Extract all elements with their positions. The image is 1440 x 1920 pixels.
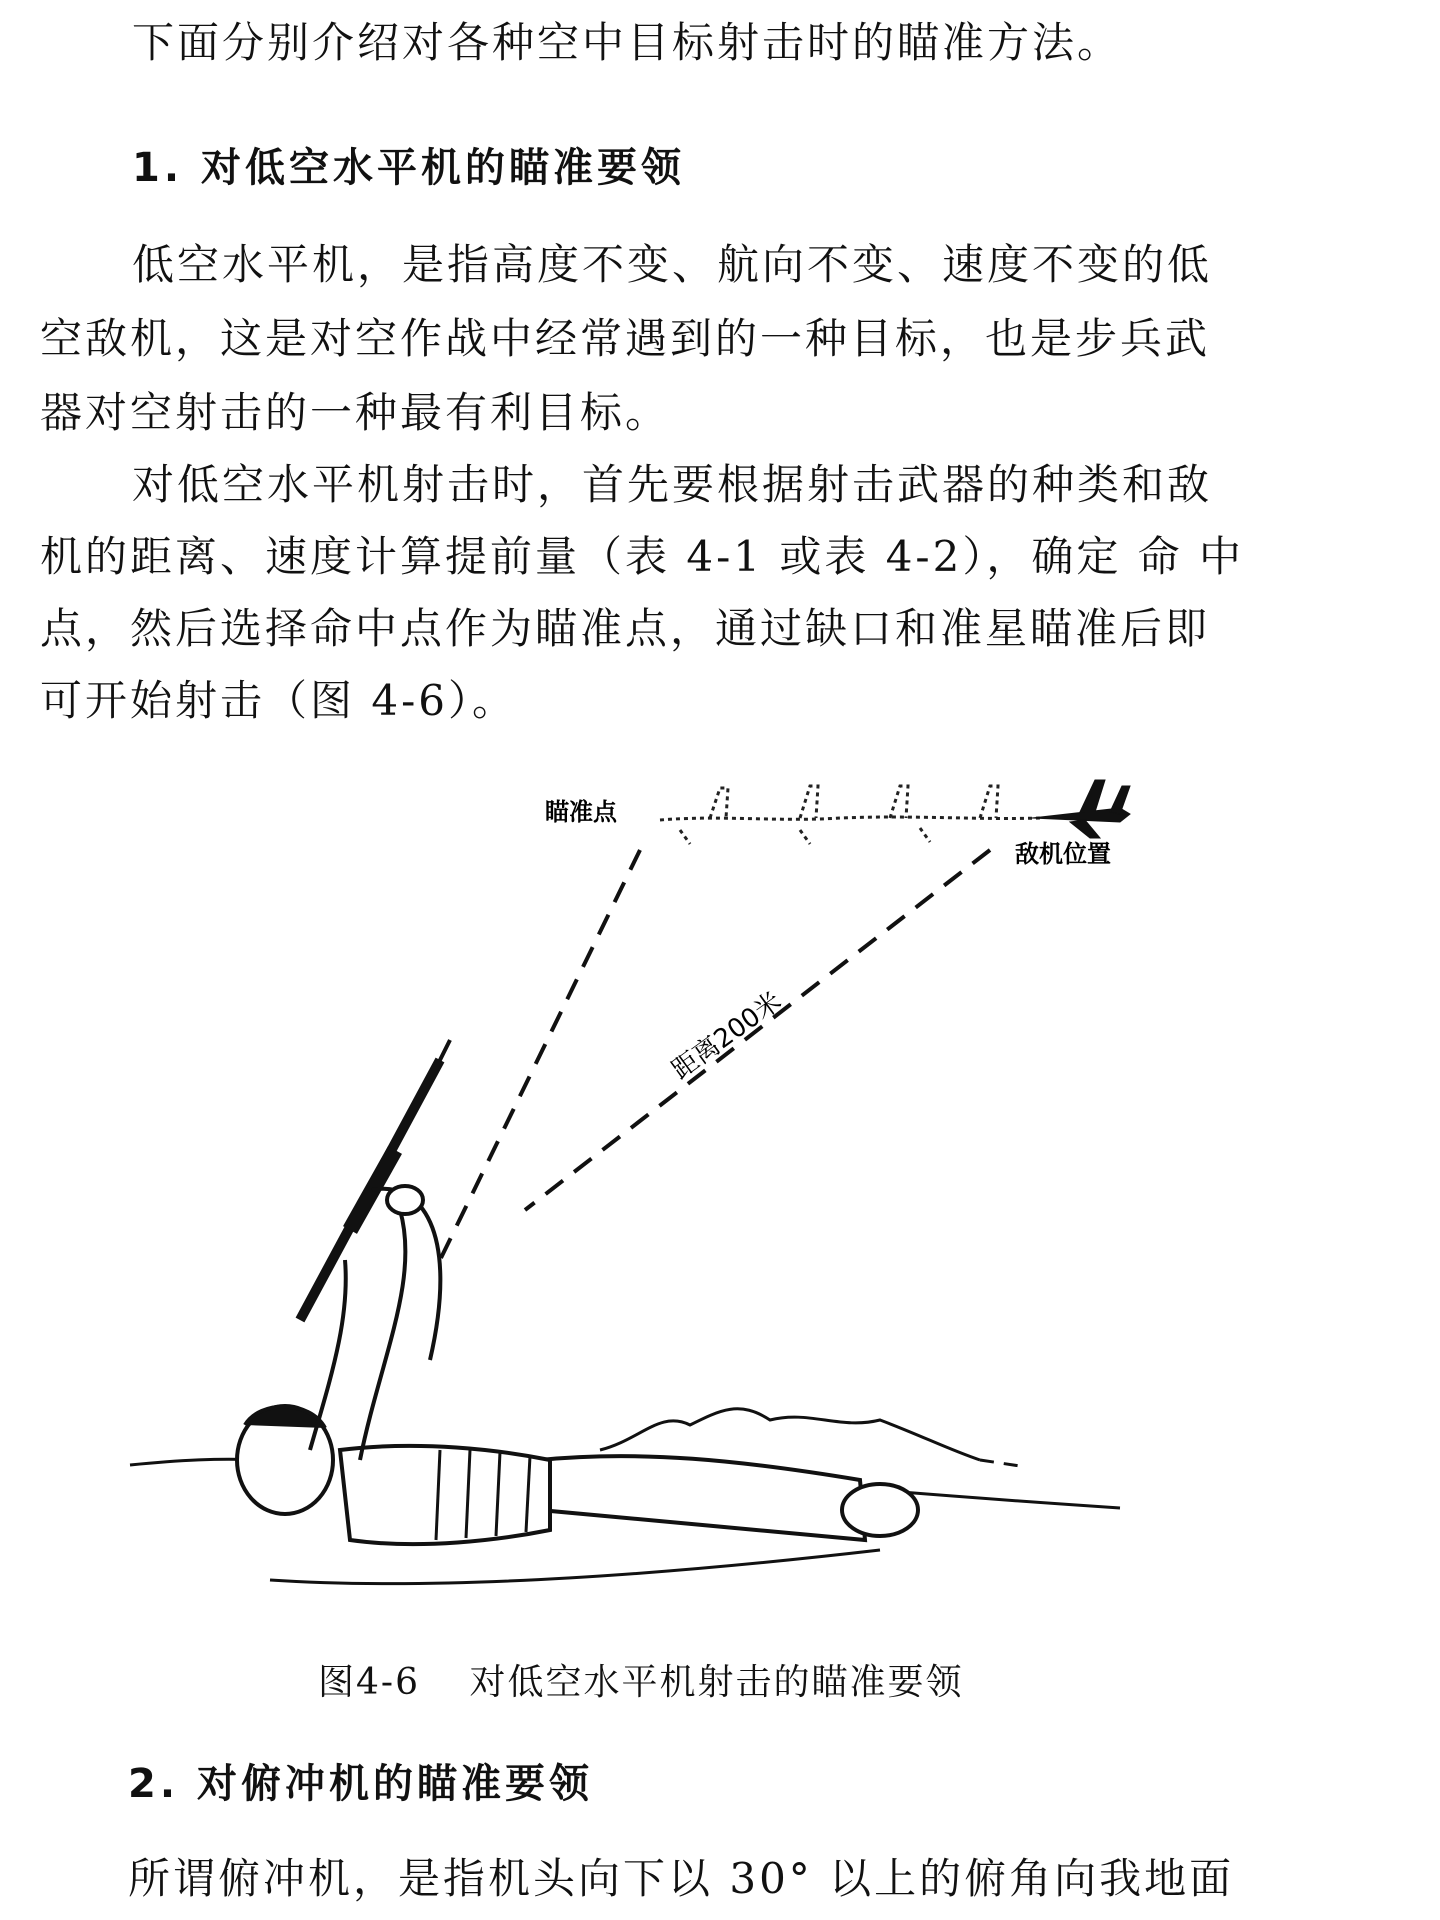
- label-aim-point: 瞄准点: [545, 798, 617, 826]
- aircraft-track: [660, 786, 1040, 844]
- paragraph-line: 可开始射击（图 4-6）。: [40, 676, 517, 725]
- figure-illustration: [120, 760, 1180, 1640]
- paragraph-line: 机的距离、速度计算提前量（表 4-1 或表 4-2），确定 命 中: [40, 532, 1245, 581]
- label-enemy-position: 敌机位置: [1015, 840, 1111, 868]
- figure-caption: [318, 1654, 963, 1705]
- rifle: [300, 1040, 450, 1360]
- enemy-aircraft-icon: [1032, 780, 1130, 838]
- figure-caption-number: 图4-6: [318, 1662, 420, 1703]
- aim-line: [440, 850, 640, 1260]
- paragraph-line: 所谓俯冲机，是指机头向下以 30° 以上的俯角向我地面: [128, 1854, 1235, 1903]
- paragraph-line: 对低空水平机射击时，首先要根据射击武器的种类和敌: [132, 460, 1213, 509]
- paragraph-line: 点，然后选择命中点作为瞄准点，通过缺口和准星瞄准后即: [40, 604, 1211, 653]
- paragraph-line: 器对空射击的一种最有利目标。: [40, 388, 671, 437]
- intro-line: 下面分别介绍对各种空中目标射击时的瞄准方法。: [132, 18, 1123, 67]
- paragraph-line: 空敌机，这是对空作战中经常遇到的一种目标，也是步兵武: [40, 314, 1211, 363]
- section2-heading: 2. 对俯冲机的瞄准要领: [128, 1761, 593, 1807]
- label-distance: 距离200米: [666, 986, 788, 1086]
- paragraph-line: 低空水平机，是指高度不变、航向不变、速度不变的低: [132, 240, 1213, 289]
- figure-caption-text: 对低空水平机射击的瞄准要领: [469, 1662, 964, 1703]
- section1-heading: 1. 对低空水平机的瞄准要领: [132, 145, 685, 191]
